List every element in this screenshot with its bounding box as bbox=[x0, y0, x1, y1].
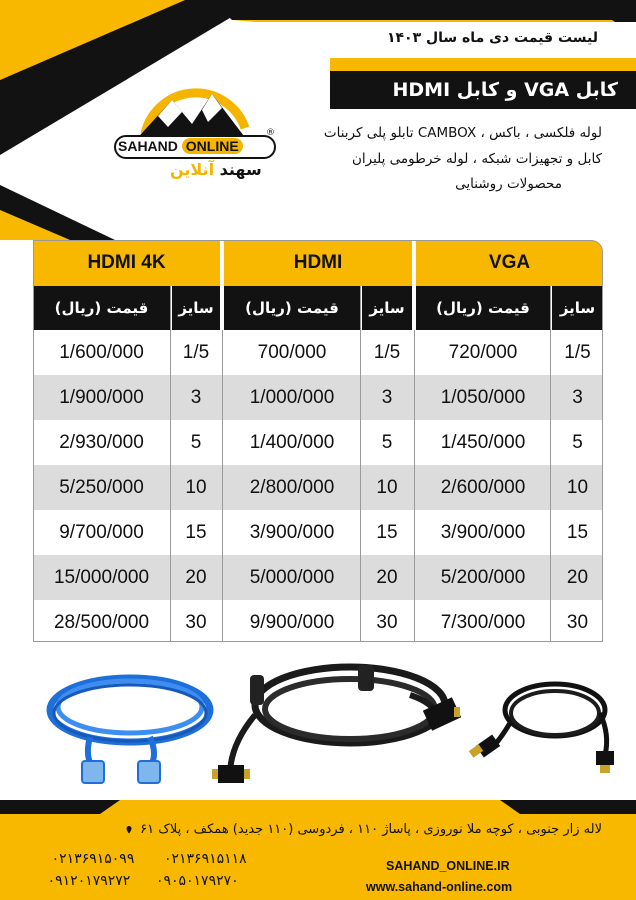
hdmi4k-price-cell: 5/250/000 bbox=[59, 476, 144, 498]
hdmi4k-price-cell: 2/930/000 bbox=[59, 431, 144, 453]
hdmi-price-cell: 5/000/000 bbox=[249, 566, 335, 588]
phone-number[interactable]: ✆ ۰۲۱۳۶۹۱۵۱۱۸ bbox=[148, 850, 247, 866]
size-header: سایز bbox=[172, 286, 220, 330]
vga-cable-image bbox=[212, 665, 461, 783]
size-header: سایز bbox=[552, 286, 603, 330]
hdmi-price-cell: 9/900/000 bbox=[249, 611, 335, 633]
table-row bbox=[33, 600, 603, 642]
network-cable-image bbox=[50, 678, 210, 783]
hdmi4k-size-cell: 10 bbox=[185, 476, 207, 498]
hdmi-price-cell: 700/000 bbox=[257, 341, 327, 363]
logo-text-en: SAHAND ONLINE bbox=[118, 138, 243, 154]
vga-price-cell: 3/900/000 bbox=[440, 521, 526, 543]
table-row bbox=[33, 465, 603, 510]
hdmi-size-cell: 5 bbox=[381, 431, 393, 453]
hdmi4k-size-cell: 1/5 bbox=[182, 341, 210, 363]
hdmi-size-cell: 10 bbox=[376, 476, 398, 498]
grid-line bbox=[550, 286, 551, 642]
products-line-3: محصولات روشنایی bbox=[455, 176, 562, 192]
phone-icon: ✆ bbox=[36, 850, 48, 866]
hdmi4k-size-cell: 3 bbox=[190, 386, 202, 408]
hdmi-price-cell: 1/400/000 bbox=[249, 431, 335, 453]
vga-size-cell: 10 bbox=[566, 476, 589, 498]
vga-price-cell: 5/200/000 bbox=[440, 566, 526, 588]
hdmi4k-price-cell: 15/000/000 bbox=[53, 566, 150, 588]
price-table bbox=[33, 240, 603, 642]
instagram-handle[interactable]: SAHAND_ONLINE.IR bbox=[386, 859, 510, 873]
group-header-vga: VGA bbox=[416, 240, 603, 286]
hdmi-size-cell: 1/5 bbox=[373, 341, 401, 363]
mobile-icon: ▯ bbox=[144, 872, 153, 888]
price-header: قیمت (ریال) bbox=[224, 286, 360, 330]
hdmi-size-cell: 15 bbox=[376, 521, 398, 543]
hdmi-size-cell: 20 bbox=[376, 566, 398, 588]
mobile-number[interactable]: ▯ ۰۹۰۵۰۱۷۹۲۷۰ bbox=[144, 872, 239, 888]
phone-icon: ✆ bbox=[148, 850, 161, 866]
price-header: قیمت (ریال) bbox=[416, 286, 550, 330]
table-row bbox=[33, 555, 603, 600]
hdmi4k-size-cell: 5 bbox=[190, 431, 202, 453]
page-title: کابل VGA و کابل HDMI bbox=[330, 71, 636, 109]
hdmi4k-price-cell: 1/600/000 bbox=[59, 341, 144, 363]
instagram-icon bbox=[366, 859, 380, 873]
size-header: سایز bbox=[362, 286, 412, 330]
social-block bbox=[366, 856, 512, 896]
price-header: قیمت (ریال) bbox=[33, 286, 170, 330]
table-row bbox=[33, 330, 603, 375]
vga-size-cell: 15 bbox=[566, 521, 589, 543]
vga-price-cell: 720/000 bbox=[448, 341, 518, 363]
hdmi4k-size-cell: 20 bbox=[185, 566, 207, 588]
grid-line bbox=[222, 330, 223, 642]
phone-number[interactable]: ✆ ۰۲۱۳۶۹۱۵۰۹۹ bbox=[36, 850, 135, 866]
group-header-hdmi-4k: HDMI 4K bbox=[33, 240, 220, 286]
hdmi4k-size-cell: 15 bbox=[185, 521, 207, 543]
table-row bbox=[33, 420, 603, 465]
grid-line bbox=[360, 286, 361, 642]
hdmi-cable-image bbox=[469, 684, 614, 773]
products-line-2: کابل و تجهیزات شبکه ، لوله خرطومی پلیران bbox=[351, 151, 602, 167]
grid-line bbox=[414, 330, 415, 642]
location-pin-icon bbox=[122, 823, 136, 837]
vga-price-cell: 2/600/000 bbox=[440, 476, 526, 498]
hdmi-price-cell: 2/800/000 bbox=[249, 476, 335, 498]
mountain-logo-icon bbox=[110, 72, 280, 172]
table-row bbox=[33, 375, 603, 420]
vga-price-cell: 1/050/000 bbox=[440, 386, 526, 408]
hdmi-size-cell: 3 bbox=[381, 386, 393, 408]
product-images bbox=[30, 655, 620, 795]
registered-mark: ® bbox=[266, 128, 275, 138]
mobile-icon: ▯ bbox=[36, 872, 44, 888]
vga-size-cell: 20 bbox=[566, 566, 589, 588]
group-separator bbox=[412, 240, 416, 330]
store-address: لاله زار جنوبی ، کوچه ملا نوروزی ، پاساژ ۱۱۰ ، فردوسی (۱۱۰ جدید) همکف ، پلاک ۶۱ bbox=[122, 822, 602, 837]
vga-size-cell: 1/5 bbox=[564, 341, 591, 363]
group-separator bbox=[220, 240, 224, 330]
phone-block bbox=[36, 850, 247, 894]
hdmi-size-cell: 30 bbox=[376, 611, 398, 633]
hdmi4k-size-cell: 30 bbox=[185, 611, 207, 633]
table-row bbox=[33, 510, 603, 555]
vga-size-cell: 5 bbox=[572, 431, 583, 453]
vga-size-cell: 30 bbox=[566, 611, 589, 633]
group-header-hdmi: HDMI bbox=[224, 240, 412, 286]
hdmi-price-cell: 3/900/000 bbox=[249, 521, 335, 543]
hdmi4k-price-cell: 1/900/000 bbox=[59, 386, 144, 408]
hdmi4k-price-cell: 28/500/000 bbox=[53, 611, 150, 633]
grid-line bbox=[170, 286, 171, 642]
products-line-1: لوله فلکسی ، باکس ، CAMBOX تابلو پلی کربنات bbox=[323, 125, 602, 141]
vga-price-cell: 7/300/000 bbox=[440, 611, 526, 633]
vga-size-cell: 3 bbox=[572, 386, 583, 408]
price-list-date: لیست قیمت دی ماه سال ۱۴۰۳ bbox=[386, 30, 598, 46]
mobile-number[interactable]: ▯ ۰۹۱۲۰۱۷۹۲۷۲ bbox=[36, 872, 131, 888]
hdmi-price-cell: 1/000/000 bbox=[249, 386, 335, 408]
vga-price-cell: 1/450/000 bbox=[440, 431, 526, 453]
logo-text-fa: سهند آنلاین bbox=[170, 160, 262, 179]
website-link[interactable]: www.sahand-online.com bbox=[366, 880, 513, 894]
hdmi4k-price-cell: 9/700/000 bbox=[59, 521, 144, 543]
brand-logo bbox=[110, 72, 280, 172]
